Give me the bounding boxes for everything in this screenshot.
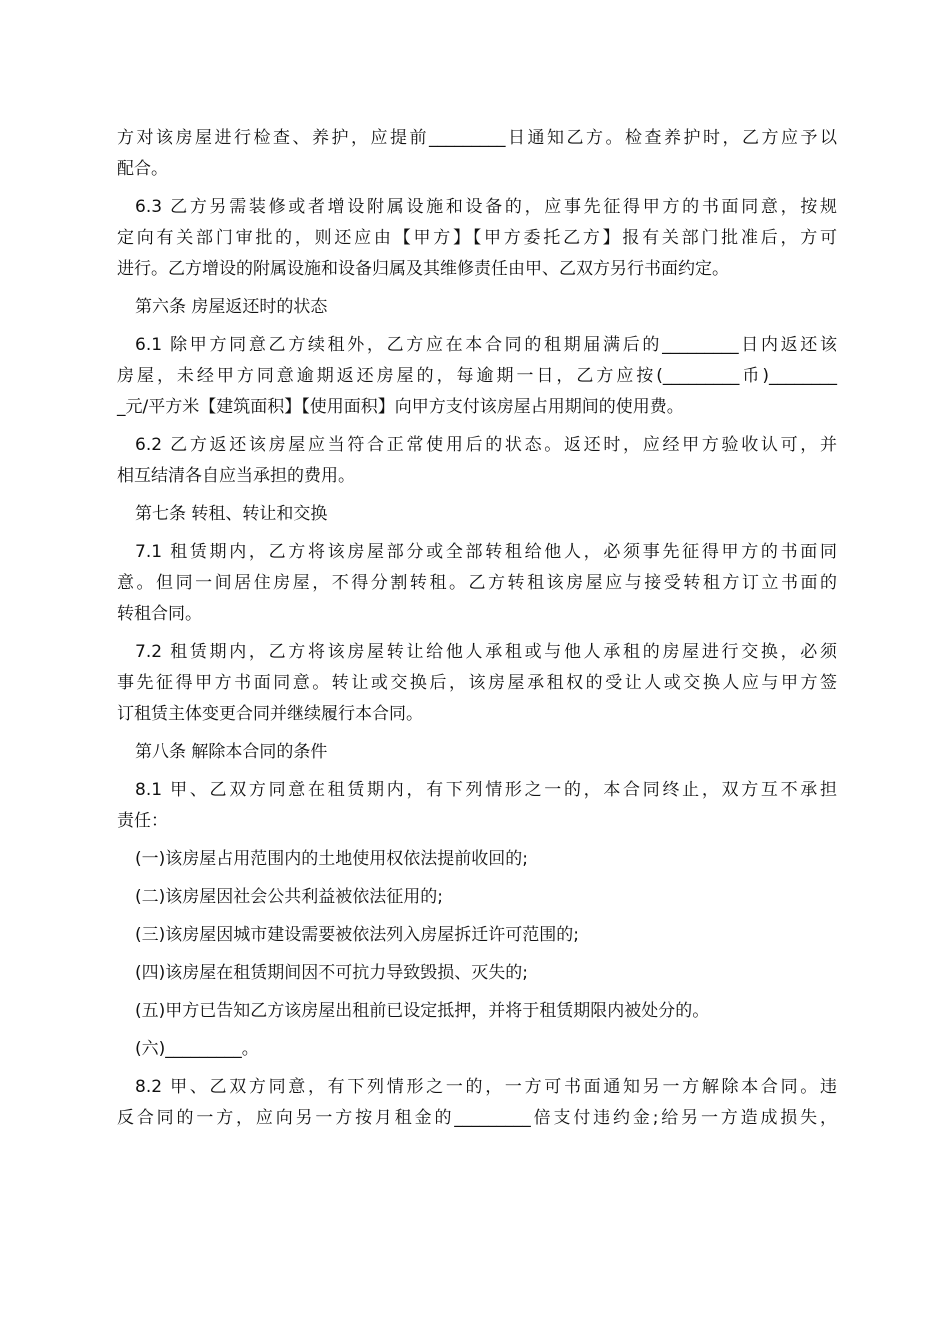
clause-6-1 [117,330,837,423]
article-8-heading: 第八条 解除本合同的条件 [135,742,328,762]
list-item: (四)该房屋在租赁期间因不可抗力导致毁损、灭失的; [135,963,528,983]
text-line: 定向有关部门审批的，则还应由【甲方】【甲方委托乙方】报有关部门批准后，方可 [117,228,837,248]
list-item: (三)该房屋因城市建设需要被依法列入房屋拆迁许可范围的; [135,925,579,945]
text-line: 配合。 [117,159,168,179]
clause-8-2 [117,1072,837,1134]
text-line: 转租合同。 [117,604,202,624]
text-line: 事先征得甲方书面同意。转让或交换后，该房屋承租权的受让人或交换人应与甲方签 [117,673,837,693]
clause-8-1 [117,775,837,837]
text-line: 7.2 租赁期内，乙方将该房屋转让给他人承租或与他人承租的房屋进行交换，必须 [135,642,837,662]
text-line: 6.1 除甲方同意乙方续租外，乙方应在本合同的租期届满后的_________日内返还该 [135,335,837,355]
list-item: (一)该房屋占用范围内的土地使用权依法提前收回的; [135,849,528,869]
clause-7-1 [117,537,837,630]
text-line: 6.3 乙方另需装修或者增设附属设施和设备的，应事先征得甲方的书面同意，按规 [135,197,837,217]
clause-6-2 [117,430,837,492]
document-page [117,123,837,1134]
text-line: 意。但同一间居住房屋，不得分割转租。乙方转租该房屋应与接受转租方订立书面的 [117,573,837,593]
text-line: 8.1 甲、乙双方同意在租赁期内，有下列情形之一的，本合同终止，双方互不承担 [135,780,837,800]
text-line: 6.2 乙方返还该房屋应当符合正常使用后的状态。返还时，应经甲方验收认可，并 [135,435,837,455]
text-line: 方对该房屋进行检查、养护，应提前_________日通知乙方。检查养护时，乙方应予以 [117,128,837,148]
paragraph-inspection-notice [117,123,837,185]
clause-7-2 [117,637,837,730]
text-line: 7.1 租赁期内，乙方将该房屋部分或全部转租给他人，必须事先征得甲方的书面同 [135,542,837,562]
text-line: 订租赁主体变更合同并继续履行本合同。 [117,704,423,724]
text-line: 反合同的一方，应向另一方按月租金的_________倍支付违约金;给另一方造成损失， [117,1108,837,1128]
list-item: (五)甲方已告知乙方该房屋出租前已设定抵押，并将于租赁期限内被处分的。 [135,1001,710,1021]
list-item: (二)该房屋因社会公共利益被依法征用的; [135,887,443,907]
text-line: _元/平方米【建筑面积】【使用面积】向甲方支付该房屋占用期间的使用费。 [117,397,684,417]
text-line: 进行。乙方增设的附属设施和设备归属及其维修责任由甲、乙双方另行书面约定。 [117,259,729,279]
text-line: 8.2 甲、乙双方同意，有下列情形之一的，一方可书面通知另一方解除本合同。违 [135,1077,837,1097]
text-line: 责任： [117,811,168,831]
text-line: 房屋，未经甲方同意逾期返还房屋的，每逾期一日，乙方应按(_________币)________ [117,366,837,386]
article-6-heading: 第六条 房屋返还时的状态 [135,297,328,317]
clause-6-3 [117,192,837,285]
text-line: 相互结清各自应当承担的费用。 [117,466,355,486]
article-7-heading: 第七条 转租、转让和交换 [135,504,328,524]
list-item: (六)_________。 [135,1039,259,1059]
